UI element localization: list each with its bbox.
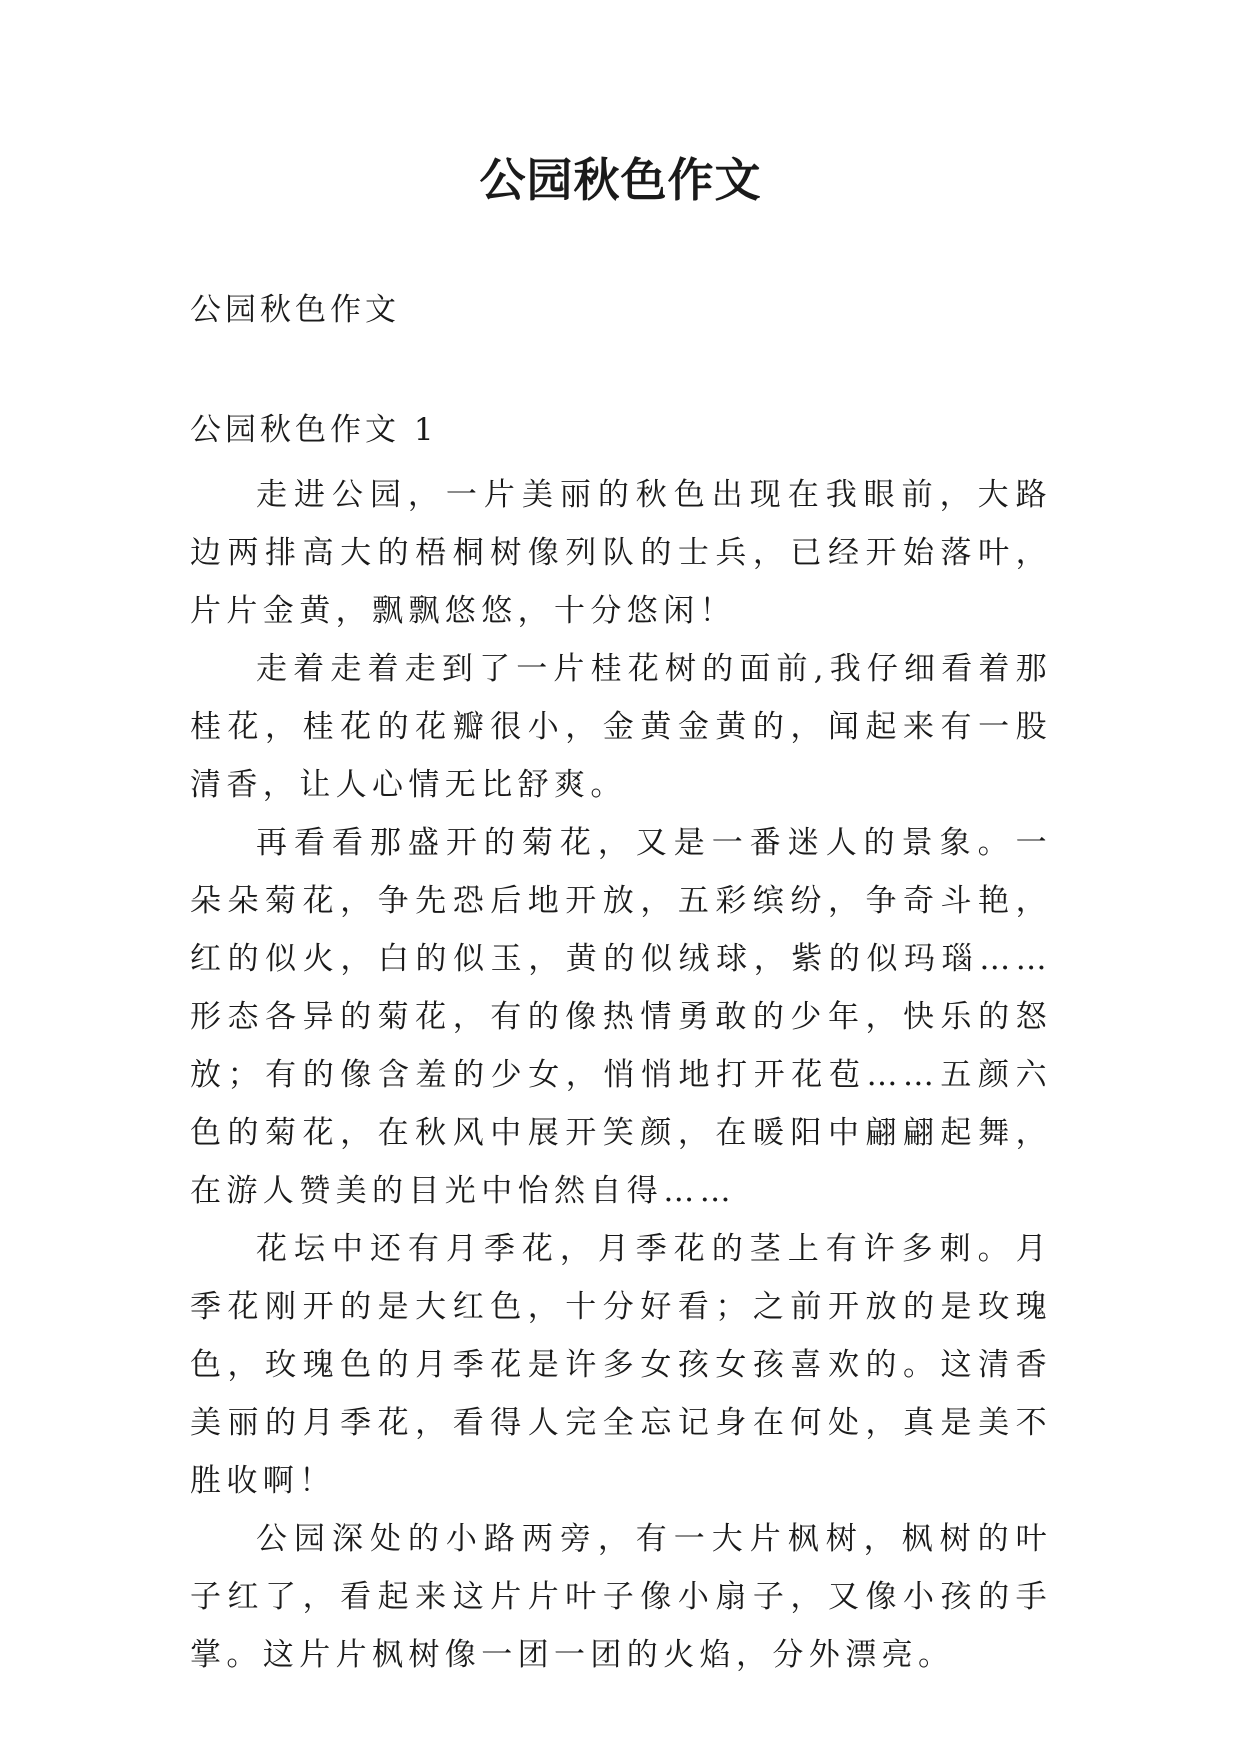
paragraph: 走进公园，一片美丽的秋色出现在我眼前，大路边两排高大的梧桐树像列队的士兵，已经开始落叶，片片金黄，飘飘悠悠，十分悠闲！ — [190, 477, 1052, 629]
essay-body — [190, 466, 1052, 1684]
paragraph: 花坛中还有月季花，月季花的茎上有许多刺。月季花刚开的是大红色，十分好看；之前开放的是玫瑰色，玫瑰色的月季花是许多女孩女孩喜欢的。这清香美丽的月季花，看得人完全忘记身在何处，真是美不胜收啊！ — [190, 1231, 1052, 1499]
document-title: 公园秋色作文 — [479, 153, 762, 207]
section-heading: 公园秋色作文 1 — [190, 412, 438, 448]
paragraph: 公园深处的小路两旁，有一大片枫树，枫树的叶子红了，看起来这片片叶子像小扇子，又像小孩的手掌。这片片枫树像一团一团的火焰，分外漂亮。 — [190, 1521, 1052, 1673]
paragraph: 走着走着走到了一片桂花树的面前,我仔细看着那桂花，桂花的花瓣很小，金黄金黄的，闻起来有一股清香，让人心情无比舒爽。 — [190, 651, 1052, 803]
paragraph: 再看看那盛开的菊花，又是一番迷人的景象。一朵朵菊花，争先恐后地开放，五彩缤纷，争奇斗艳，红的似火，白的似玉，黄的似绒球，紫的似玛瑙……形态各异的菊花，有的像热情勇敢的少年，快乐的怒放；有的像含羞的少女，悄悄地打开花苞……五颜六色的菊花，在秋风中展开笑颜，在暖阳中翩翩起舞，在游人赞美的目光中怡然自得…… — [190, 825, 1052, 1209]
document-subtitle: 公园秋色作文 — [190, 292, 400, 328]
